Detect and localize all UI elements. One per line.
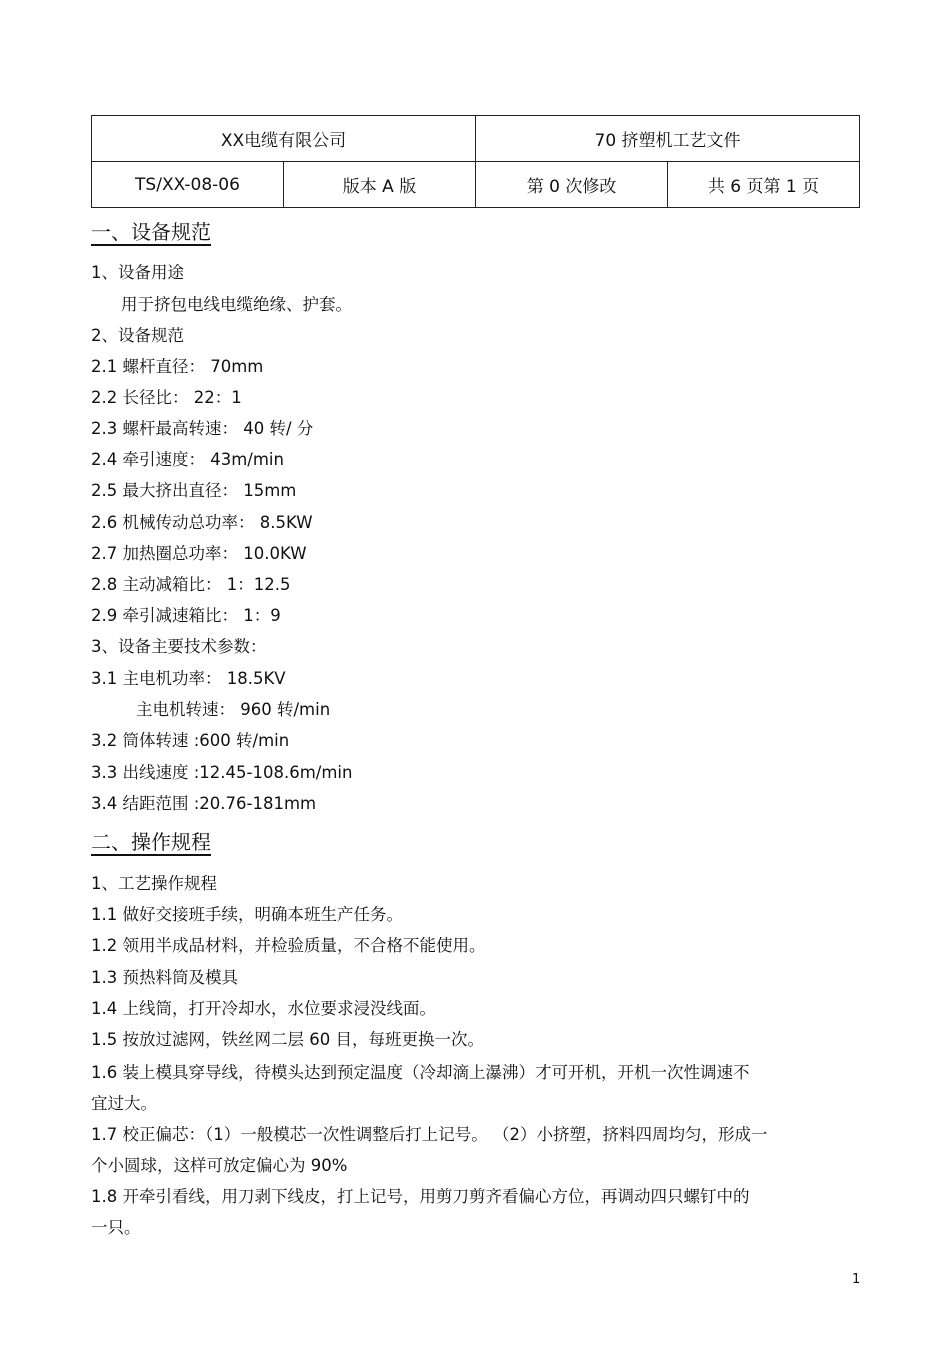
page-count: 共 6 页第 1 页: [668, 162, 860, 208]
body-line: 3.2 筒体转速 :600 转/min: [91, 731, 290, 750]
body-line: 宜过大。: [91, 1094, 157, 1113]
body-line: 2.3 螺杆最高转速： 40 转/ 分: [91, 419, 314, 438]
body-line: 2.7 加热圈总功率： 10.0KW: [91, 544, 307, 563]
document-number: TS/XX-08-06: [92, 162, 284, 208]
section-heading: 二、操作规程: [91, 830, 211, 854]
document-header-table: [91, 115, 860, 208]
body-line: 2.5 最大挤出直径： 15mm: [91, 481, 297, 500]
document-version: 版本 A 版: [284, 162, 476, 208]
body-line: 1.7 校正偏芯：（1）一般模芯一次性调整后打上记号。 （2）小挤塑，挤料四周均匀，形成一: [91, 1125, 768, 1144]
body-line: 1.6 装上模具穿导线，待模头达到预定温度（冷却滴上瀑沸）才可开机，开机一次性调速不: [91, 1063, 750, 1082]
body-line: 2.2 长径比： 22：1: [91, 388, 242, 407]
section-heading: 一、设备规范: [91, 220, 211, 244]
body-line: 2.1 螺杆直径： 70mm: [91, 357, 264, 376]
body-line: 1、工艺操作规程: [91, 874, 217, 893]
body-line: 主电机转速： 960 转/min: [136, 700, 331, 719]
body-line: 1.8 开牵引看线，用刀剥下线皮，打上记号，用剪刀剪齐看偏心方位，再调动四只螺钉中的: [91, 1187, 750, 1206]
revision-count: 第 0 次修改: [476, 162, 668, 208]
body-line: 3.3 出线速度 :12.45-108.6m/min: [91, 763, 353, 782]
body-line: 用于挤包电线电缆绝缘、护套。: [121, 295, 352, 314]
body-line: 2.4 牵引速度： 43m/min: [91, 450, 284, 469]
body-line: 个小圆球，这样可放定偏心为 90%: [91, 1156, 348, 1175]
document-title: 70 挤塑机工艺文件: [476, 116, 860, 162]
body-line: 1.2 领用半成品材料，并检验质量，不合格不能使用。: [91, 936, 486, 955]
body-line: 1、设备用途: [91, 263, 184, 282]
body-line: 1.1 做好交接班手续，明确本班生产任务。: [91, 905, 403, 924]
company-name: XX电缆有限公司: [92, 116, 476, 162]
body-line: 3.1 主电机功率： 18.5KV: [91, 669, 286, 688]
body-line: 1.5 按放过滤网，铁丝网二层 60 目，每班更换一次。: [91, 1030, 484, 1049]
body-line: 2.6 机械传动总功率： 8.5KW: [91, 513, 313, 532]
body-line: 3、设备主要技术参数：: [91, 637, 267, 656]
body-line: 1.4 上线筒，打开冷却水，水位要求浸没线面。: [91, 999, 436, 1018]
body-line: 一只。: [91, 1218, 141, 1237]
body-line: 2、设备规范: [91, 326, 184, 345]
body-line: 3.4 结距范围 :20.76-181mm: [91, 794, 317, 813]
body-line: 2.9 牵引减速箱比： 1：9: [91, 606, 281, 625]
body-line: 2.8 主动减箱比： 1：12.5: [91, 575, 291, 594]
page-number: 1: [852, 1272, 861, 1287]
body-line: 1.3 预热料筒及模具: [91, 968, 238, 987]
